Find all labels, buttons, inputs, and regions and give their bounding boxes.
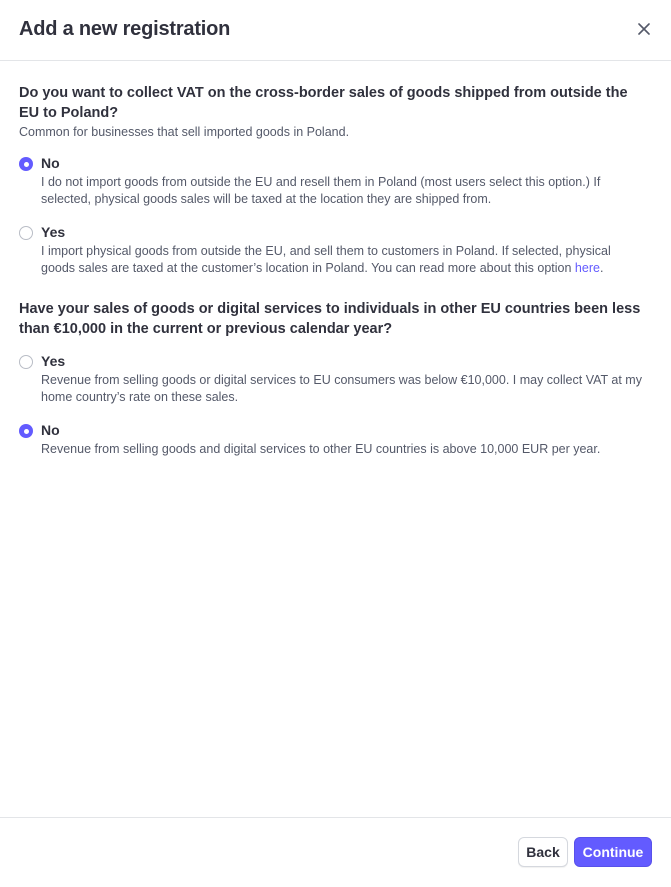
continue-button[interactable]: Continue bbox=[574, 837, 652, 867]
question-sales-threshold bbox=[19, 299, 652, 458]
question-import-goods bbox=[19, 83, 652, 277]
radio-description bbox=[41, 243, 652, 277]
radio-group-import-goods bbox=[19, 155, 652, 277]
radio-label: Yes bbox=[41, 353, 66, 369]
radio-description: Revenue from selling goods or digital services to EU consumers was below €10,000. I may collect VAT at my home country’s rate on these sales. bbox=[41, 373, 642, 404]
radio-button[interactable] bbox=[19, 355, 33, 369]
dialog-title: Add a new registration bbox=[19, 18, 231, 40]
radio-description-text: I import physical goods from outside the EU, and sell them to customers in Poland. If selected, physical goods sales are taxed at the customer’s location in Poland. You can read more about this option bbox=[41, 244, 611, 275]
question-title: Do you want to collect VAT on the cross-border sales of goods shipped from outside the EU to Poland? bbox=[19, 85, 628, 121]
radio-label: No bbox=[41, 155, 60, 171]
radio-option-threshold-yes[interactable] bbox=[19, 353, 652, 406]
dialog-footer bbox=[0, 817, 671, 887]
question-hint: Common for businesses that sell imported goods in Poland. bbox=[19, 125, 350, 139]
read-more-link[interactable]: here bbox=[574, 261, 600, 275]
radio-option-threshold-no[interactable] bbox=[19, 422, 652, 458]
radio-button[interactable] bbox=[19, 226, 33, 240]
radio-group-sales-threshold bbox=[19, 353, 652, 458]
radio-label: No bbox=[41, 422, 60, 438]
dialog-body bbox=[0, 61, 671, 458]
radio-option-import-yes[interactable] bbox=[19, 224, 652, 277]
radio-button-checked[interactable] bbox=[19, 424, 33, 438]
back-button[interactable]: Back bbox=[518, 837, 568, 867]
radio-button-checked[interactable] bbox=[19, 157, 33, 171]
radio-option-import-no[interactable] bbox=[19, 155, 652, 208]
close-button[interactable] bbox=[635, 20, 653, 38]
radio-description: Revenue from selling goods and digital services to other EU countries is above 10,000 EUR per year. bbox=[41, 442, 601, 456]
radio-description: I do not import goods from outside the EU and resell them in Poland (most users select this option.) If selected, physical goods sales will be taxed at the location they are shipped from. bbox=[41, 175, 601, 206]
radio-description-suffix: . bbox=[599, 261, 604, 275]
close-icon bbox=[638, 23, 650, 35]
radio-label: Yes bbox=[41, 224, 66, 240]
question-title: Have your sales of goods or digital services to individuals in other EU countries been less than €10,000 in the current or previous calendar year? bbox=[19, 301, 641, 337]
dialog-header bbox=[0, 0, 671, 61]
